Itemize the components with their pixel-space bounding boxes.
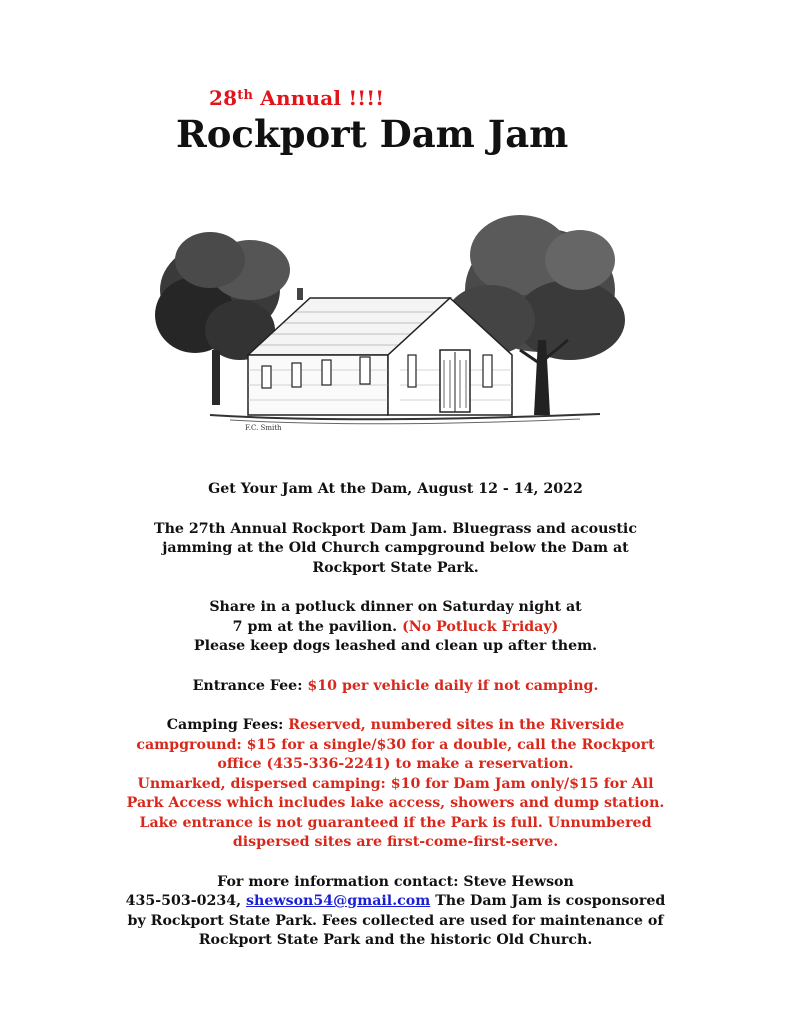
contact-line-1: For more information contact: Steve Hewson <box>217 873 574 890</box>
entrance-fee-label: Entrance Fee: <box>192 677 303 694</box>
contact-line-3: by Rockport State Park. Fees collected are used for maintenance of <box>127 912 664 929</box>
potluck-line-3: Please keep dogs leashed and clean up after them. <box>193 638 598 654</box>
contact-email-link[interactable]: shewson54@gmail.com <box>246 893 431 909</box>
event-date-line: Get Your Jam At the Dam, August 12 - 14, 2022 <box>208 481 583 497</box>
potluck-line-1: Share in a potluck dinner on Saturday night at <box>209 599 582 615</box>
flyer-body <box>100 480 691 971</box>
annual-ordinal-suffix: th <box>237 88 254 103</box>
church-illustration <box>150 200 630 436</box>
camping-line-1: Reserved, numbered sites in the Riverside <box>288 717 625 733</box>
description-paragraph <box>100 520 691 579</box>
illustration-signature: F.C. Smith <box>245 424 282 432</box>
contact-line-2-rest: The Dam Jam is cosponsored <box>435 893 666 909</box>
potluck-paragraph <box>100 598 691 657</box>
contact-phone: 435-503-0234, <box>125 893 242 909</box>
no-potluck-friday-note: (No Potluck Friday) <box>402 618 559 635</box>
description-line-1: The 27th Annual Rockport Dam Jam. Bluegrass and acoustic <box>154 520 637 537</box>
page-title: Rockport Dam Jam <box>176 112 569 156</box>
entrance-fee-paragraph <box>100 677 691 697</box>
camping-fees-paragraph <box>100 716 691 853</box>
camping-line-5: Park Access which includes lake access, showers and dump station. <box>126 795 665 811</box>
description-line-3: Rockport State Park. <box>312 559 479 576</box>
annual-heading <box>209 86 384 110</box>
contact-paragraph <box>100 873 691 951</box>
annual-ordinal: 28 <box>209 86 238 110</box>
camping-line-7: dispersed sites are first-come-first-serve. <box>232 834 559 850</box>
camping-line-6: Lake entrance is not guaranteed if the Park is full. Unnumbered <box>139 814 652 831</box>
entrance-fee-value: $10 per vehicle daily if not camping. <box>307 677 599 694</box>
potluck-line-2: 7 pm at the pavilion. <box>232 618 398 635</box>
annual-label: Annual !!!! <box>260 86 385 110</box>
camping-line-4: Unmarked, dispersed camping: $10 for Dam Jam only/$15 for All <box>137 775 654 792</box>
description-line-2: jamming at the Old Church campground below the Dam at <box>162 540 629 556</box>
camping-line-2: campground: $15 for a single/$30 for a double, call the Rockport <box>136 736 655 753</box>
camping-fees-label: Camping Fees: <box>166 717 284 733</box>
camping-line-3: office (435-336-2241) to make a reservation. <box>217 756 574 772</box>
contact-line-4: Rockport State Park and the historic Old Church. <box>198 932 593 948</box>
